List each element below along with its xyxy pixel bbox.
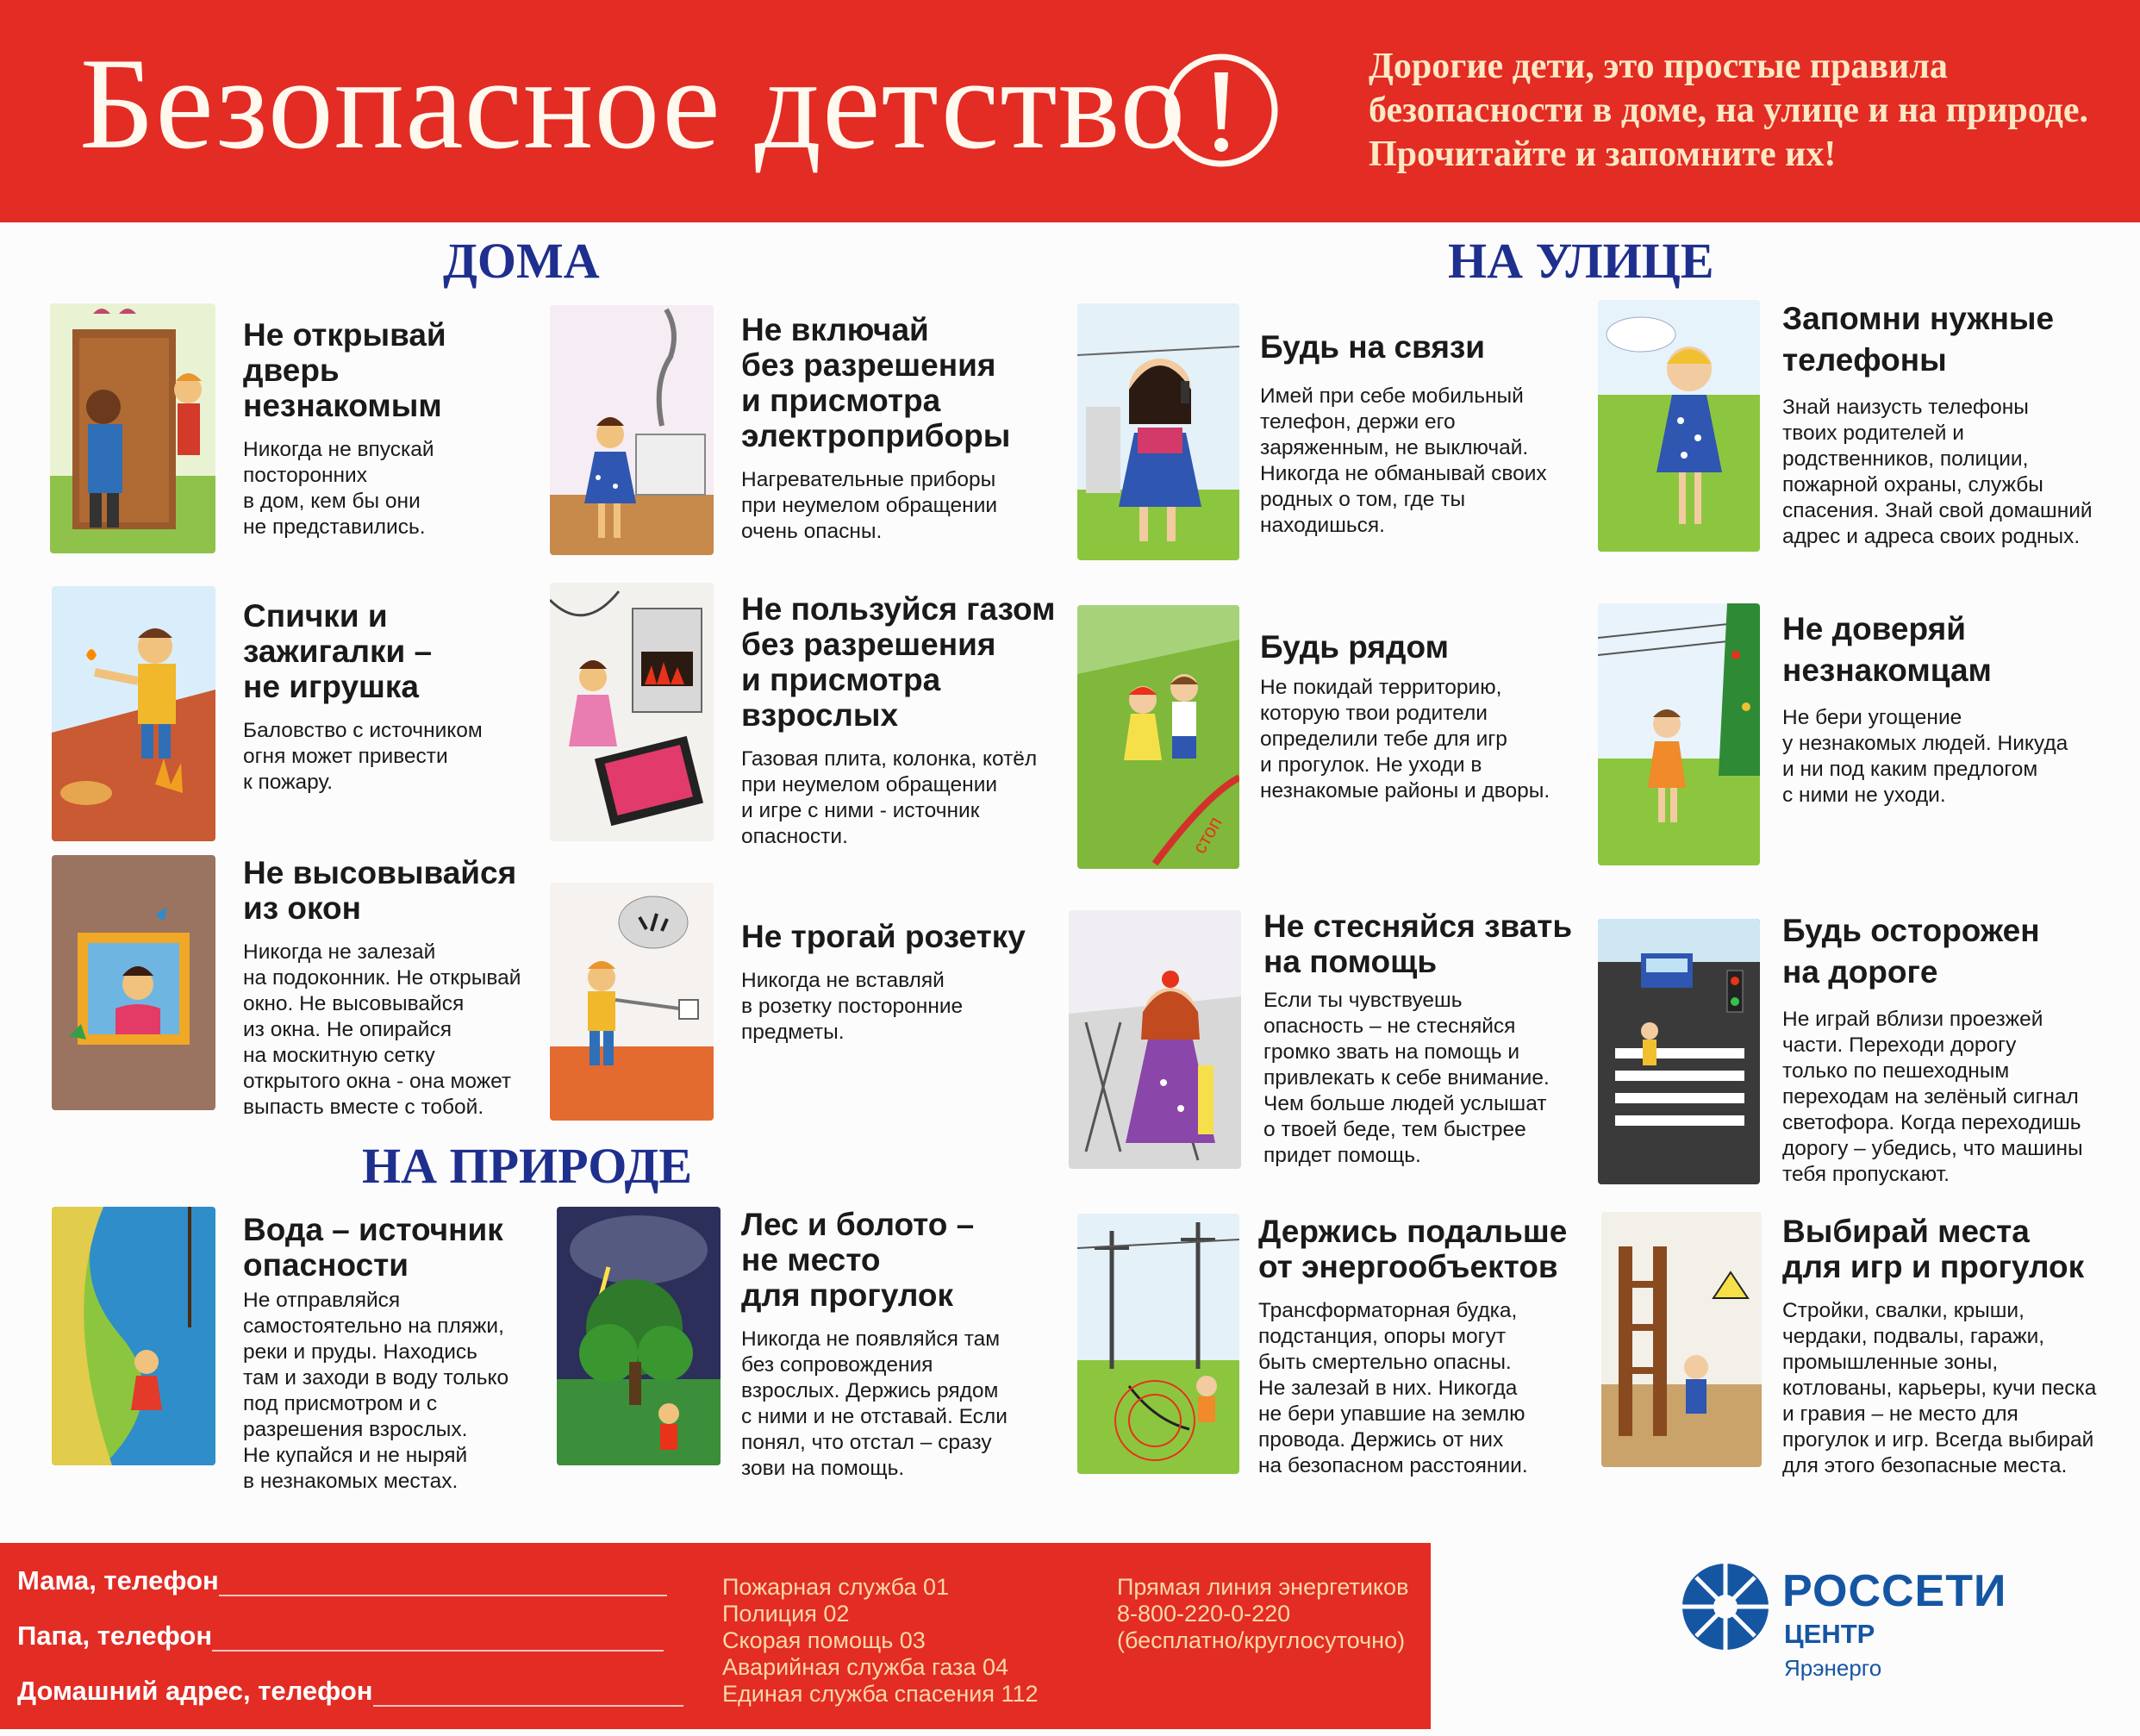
section-title-home: ДОМА (443, 233, 600, 289)
rule-text: Не покидай территорию, которую твои родители определили тебе для игр и прогулок. Не уходи в незнакомые районы и дворы. (1260, 676, 1550, 802)
road-crossing-illustration (1598, 919, 1760, 1184)
rule-card-socket (741, 919, 1051, 1046)
strangers-illustration (1598, 603, 1760, 865)
rule-title: Запомни нужные телефоны (1782, 301, 2055, 378)
dad-phone-line (17, 1620, 664, 1652)
power-lines-illustration (1077, 1214, 1239, 1474)
home-address-blank (373, 1683, 683, 1707)
rule-card-help (1263, 909, 1574, 1169)
rule-card-energy (1258, 1214, 1569, 1479)
girl-field-illustration (1598, 300, 1760, 552)
gas-illustration (550, 583, 714, 841)
logo-branch: Ярэнерго (1784, 1655, 1882, 1681)
rule-card-gas (741, 591, 1069, 850)
logo-name: РОССЕТИ (1782, 1566, 2007, 1616)
rule-text: Имей при себе мобильный телефон, держи его заряженным, не выключай. Никогда не обманывай своих родных о том, где ты находишься. (1260, 384, 1547, 537)
water-illustration (52, 1207, 215, 1465)
rule-title: Держись подальше от энергообъектов (1258, 1214, 1568, 1284)
appliances-illustration (550, 305, 714, 555)
stop-sign-text: стоп (1188, 813, 1226, 858)
rule-card-phones (1782, 298, 2127, 550)
rule-title: Будь осторожен на дороге (1782, 913, 2040, 990)
matches-illustration (52, 586, 215, 841)
rule-title: Не открывай дверь незнакомым (243, 317, 446, 423)
rule-title: Не стесняйся звать на помощь (1263, 909, 1573, 979)
rule-text: Не играй вблизи проезжей части. Переходи дорогу только по пешеходным переходам на зелёный сигнал светофора. Когда переходишь дорогу – убедись, что машины тебя пропускают. (1782, 1008, 2083, 1186)
rule-card-forest (741, 1207, 1034, 1482)
home-address-line (17, 1676, 683, 1707)
rule-title: Не доверяй незнакомцам (1782, 611, 1992, 688)
rule-title: Вода – источник опасности (243, 1212, 503, 1283)
dad-phone-blank (212, 1627, 664, 1652)
header-banner (0, 0, 2140, 222)
rule-title: Не трогай розетку (741, 919, 1026, 954)
rule-title: Выбирай места для игр и прогулок (1782, 1214, 2085, 1284)
energy-hotline: Прямая линия энергетиков 8-800-220-0-220 (бесплатно/круглосуточно) (1117, 1574, 1409, 1653)
rule-text: Никогда не впускай посторонних в дом, кем бы они не представились. (243, 438, 434, 539)
window-illustration (52, 855, 215, 1110)
rule-title: Не высовывайся из окон (243, 855, 517, 926)
rule-title: Будь на связи (1260, 329, 1486, 365)
rule-text: Баловство с источником огня может привести к пожару. (243, 719, 483, 794)
rule-text: Стройки, свалки, крыши, чердаки, подвалы, гаражи, промышленные зоны, котлованы, карьеры, кучи песка и гравия – не место для прогулок и игр. Всегда выбирай для этого безопасные места. (1782, 1299, 2097, 1477)
phone-girl-illustration (1077, 303, 1239, 560)
rule-title: Не включай без разрешения и присмотра электроприборы (741, 312, 1011, 453)
rule-title: Лес и болото – не место для прогулок (741, 1207, 975, 1313)
rule-text: Не бери угощение у незнакомых людей. Никуда и ни под каким предлогом с ними не уходи. (1782, 706, 2068, 807)
construction-site-illustration (1601, 1212, 1762, 1467)
rule-card-appliances (741, 312, 1051, 545)
forest-illustration (557, 1207, 721, 1465)
rule-text: Знай наизусть телефоны твоих родителей и родственников, полиции, пожарной охраны, службы спасения. Знай свой домашний адрес и адреса своих родных. (1782, 396, 2093, 548)
rule-card-matches (243, 598, 527, 796)
rule-title: Спички и зажигалки – не игрушка (243, 598, 433, 704)
section-title-nature: НА ПРИРОДЕ (362, 1138, 693, 1194)
exclamation-circle-icon (1161, 50, 1282, 171)
intro-text: Дорогие дети, это простые правила безопасности в доме, на улице и на природе. Прочитайте и запомните их! (1369, 47, 2089, 174)
rosseti-logo (1681, 1558, 2077, 1688)
section-title-street: НА УЛИЦЕ (1448, 233, 1714, 289)
rule-text: Никогда не появляйся там без сопровождения взрослых. Держись рядом с ними и не отставай. Если понял, что отстал – сразу зови на помощь. (741, 1327, 1008, 1480)
rule-card-door (243, 317, 502, 540)
rule-card-strangers (1782, 609, 2127, 809)
rosseti-logo-icon (1681, 1558, 1782, 1660)
mom-phone-label: Мама, телефон (17, 1565, 219, 1595)
rule-card-water (243, 1212, 527, 1495)
page-title: Безопасное детство (79, 31, 1187, 176)
rule-text: Никогда не вставляй в розетку посторонние предметы. (741, 969, 964, 1044)
rule-text: Если ты чувствуешь опасность – не стесняйся громко звать на помощь и привлекать к себе внимание. Чем больше людей услышат о твоей беде, тем быстрее придет помощь. (1263, 989, 1550, 1167)
logo-subtitle: ЦЕНТР (1784, 1619, 1875, 1649)
rule-text: Газовая плита, колонка, котёл при неумелом обращении и игре с ними - источник опасности. (741, 747, 1038, 848)
socket-illustration (550, 883, 714, 1121)
rule-card-places (1782, 1214, 2136, 1479)
help-girl-illustration (1069, 910, 1241, 1169)
emergency-numbers: Пожарная служба 01 Полиция 02 Скорая помощь 03 Аварийная служба газа 04 Единая служба спасения 112 (722, 1574, 1039, 1707)
rule-card-connected (1260, 329, 1570, 539)
mom-phone-line (17, 1565, 667, 1596)
rule-text: Не отправляйся самостоятельно на пляжи, реки и пруды. Находись там и заходи в воду только под присмотром и с разрешения взрослых. Не купайся и не ныряй в незнакомых местах. (243, 1289, 509, 1493)
door-illustration (50, 303, 215, 553)
rule-text: Нагревательные приборы при неумелом обращении очень опасны. (741, 468, 998, 543)
dad-phone-label: Папа, телефон (17, 1620, 213, 1651)
kids-walking-illustration (1077, 605, 1239, 869)
rule-title: Не пользуйся газом без разрешения и присмотра взрослых (741, 591, 1056, 733)
rule-text: Трансформаторная будка, подстанция, опоры могут быть смертельно опасны. Не залезай в них. Никогда не бери упавшие на землю провода. Держись от них на безопасном расстоянии. (1258, 1299, 1528, 1477)
rule-text: Никогда не залезай на подоконник. Не открывай окно. Не высовывайся из окна. Не опирайся на москитную сетку открытого окна - она может выпасть вместе с тобой. (243, 940, 521, 1119)
home-address-label: Домашний адрес, телефон (17, 1676, 373, 1706)
rule-title: Будь рядом (1260, 629, 1449, 665)
rule-card-windows (243, 855, 536, 1121)
rule-card-road (1782, 910, 2127, 1188)
mom-phone-blank (219, 1572, 667, 1596)
rule-card-nearby (1260, 629, 1570, 804)
